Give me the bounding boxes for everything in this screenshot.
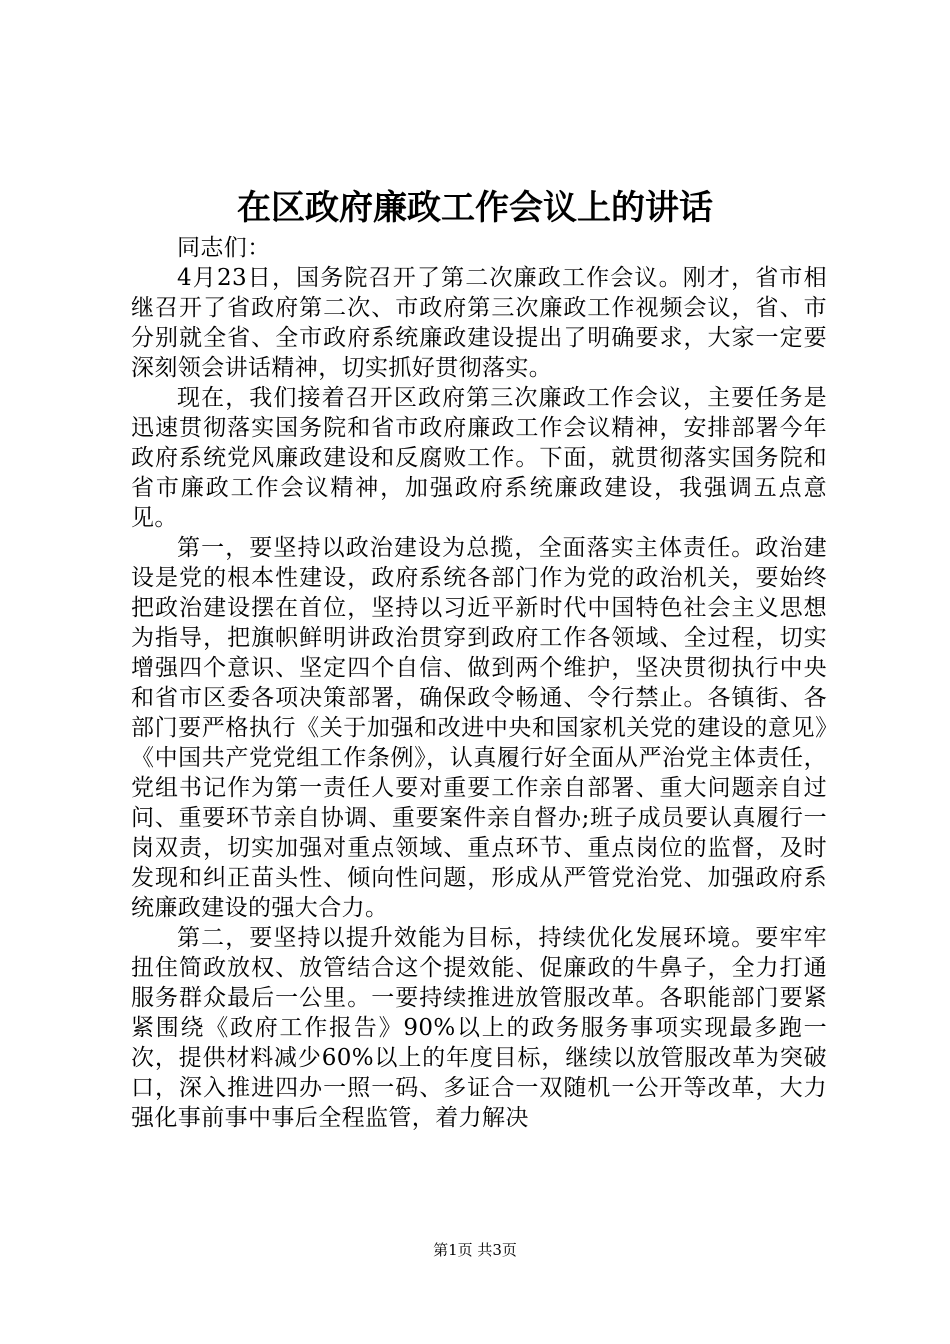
- document-title: 在区政府廉政工作会议上的讲话: [237, 188, 713, 228]
- salutation-paragraph: 同志们：: [177, 235, 271, 261]
- body-paragraph: 4月23日，国务院召开了第二次廉政工作会议。刚才，省市相继召开了省政府第二次、市政府第三次廉政工作视频会议，省、市分别就全省、全市政府系统廉政建设提出了明确要求，大家一定要深刻领会讲话精神，切实抓好贯彻落实。: [131, 265, 827, 381]
- page-number-footer: 第1页 共3页: [433, 1241, 517, 1259]
- body-paragraph: 第二，要坚持以提升效能为目标，持续优化发展环境。要牢牢扭住简政放权、放管结合这个提效能、促廉政的牛鼻子，全力打通服务群众最后一公里。一要持续推进放管服改革。各职能部门要紧紧围绕《政府工作报告》90%以上的政务服务事项实现最多跑一次，提供材料减少60%以上的年度目标，继续以放管服改革为突破口，深入推进四办一照一码、多证合一双随机一公开等改革，大力强化事前事中事后全程监管，着力解决: [131, 925, 827, 1131]
- body-paragraph: 第一，要坚持以政治建设为总揽，全面落实主体责任。政治建设是党的根本性建设，政府系统各部门作为党的政治机关，要始终把政治建设摆在首位，坚持以习近平新时代中国特色社会主义思想为指导，把旗帜鲜明讲政治贯穿到政府工作各领域、全过程，切实增强四个意识、坚定四个自信、做到两个维护，坚决贯彻执行中央和省市区委各项决策部署，确保政令畅通、令行禁止。各镇街、各部门要严格执行《关于加强和改进中央和国家机关党的建设的意见》《中国共产党党组工作条例》，认真履行好全面从严治党主体责任，党组书记作为第一责任人要对重要工作亲自部署、重大问题亲自过问、重要环节亲自协调、重要案件亲自督办;班子成员要认真履行一岗双责，切实加强对重点领域、重点环节、重点岗位的监督，及时发现和纠正苗头性、倾向性问题，形成从严管党治党、加强政府系统廉政建设的强大合力。: [131, 535, 827, 921]
- body-paragraph: 现在，我们接着召开区政府第三次廉政工作会议，主要任务是迅速贯彻落实国务院和省市政府廉政工作会议精神，安排部署今年政府系统党风廉政建设和反腐败工作。下面，就贯彻落实国务院和省市廉政工作会议精神，加强政府系统廉政建设，我强调五点意见。: [131, 385, 827, 531]
- document-body: [131, 233, 827, 1133]
